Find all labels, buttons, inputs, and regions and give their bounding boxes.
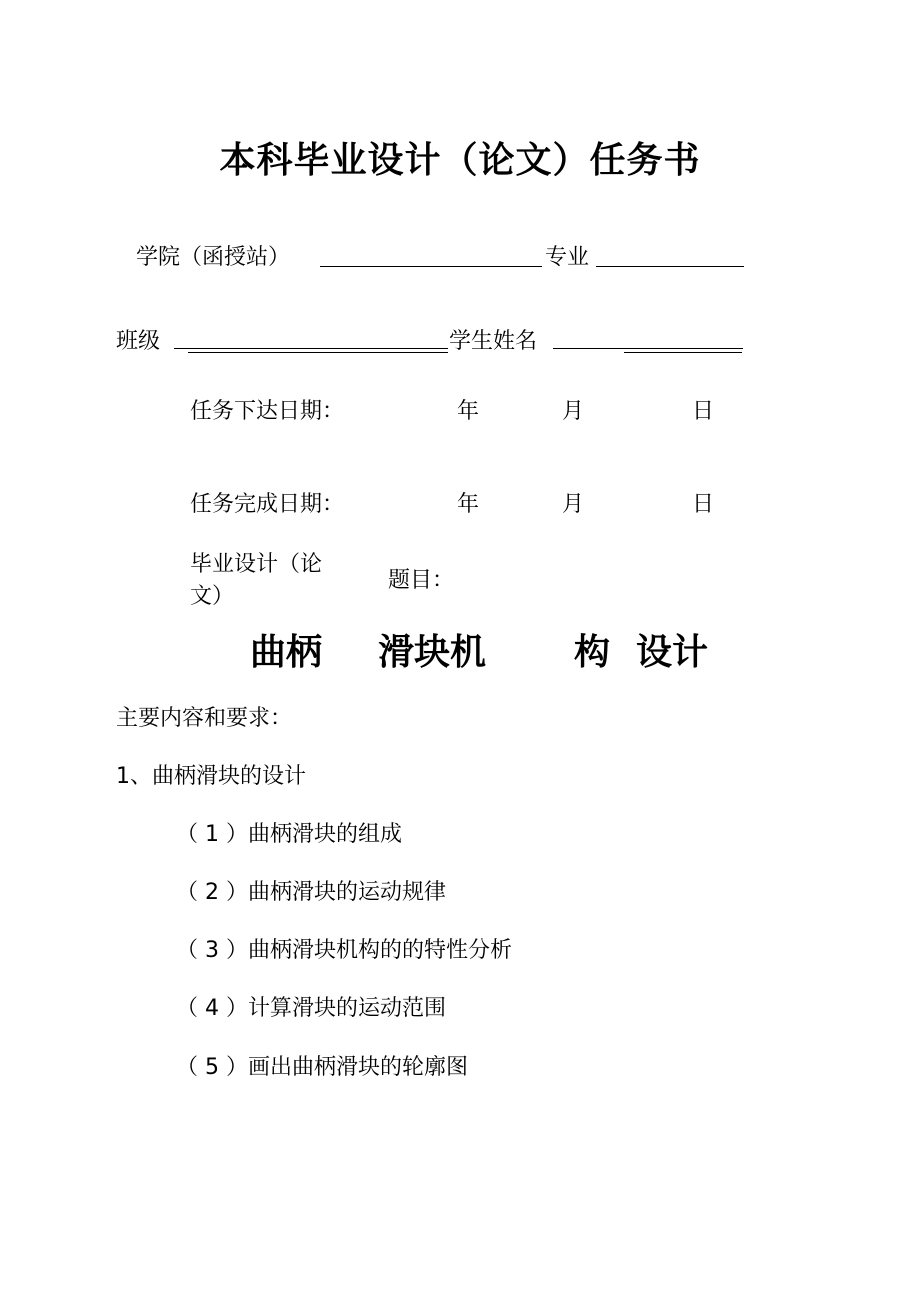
assign-month: 月 xyxy=(562,399,585,424)
list-item: （ 4 ）计算滑块的运动范围 xyxy=(176,996,446,1021)
topic-part-1: 曲柄 xyxy=(250,632,323,673)
content-label: 主要内容和要求： xyxy=(116,706,293,731)
student-name-field[interactable] xyxy=(553,348,743,349)
class-label: 班级 xyxy=(116,329,161,354)
thesis-label-line2: 文） xyxy=(190,584,235,609)
major-field[interactable] xyxy=(596,266,744,267)
section-heading-1: 1、曲柄滑块的设计 xyxy=(116,764,306,789)
finish-month: 月 xyxy=(562,492,585,517)
topic-part-3: 构 xyxy=(574,632,611,673)
list-item: （ 5 ）画出曲柄滑块的轮廓图 xyxy=(176,1055,468,1080)
list-item: （ 1 ）曲柄滑块的组成 xyxy=(176,822,402,847)
college-label: 学院（函授站） xyxy=(136,245,291,270)
major-label: 专业 xyxy=(545,245,590,270)
list-item: （ 2 ）曲柄滑块的运动规律 xyxy=(176,880,446,905)
finish-date-label: 任务完成日期： xyxy=(190,492,345,517)
college-field[interactable] xyxy=(320,266,542,267)
student-name-underline xyxy=(624,352,742,353)
class-field-underline xyxy=(188,352,448,353)
student-name-label: 学生姓名 xyxy=(449,329,538,354)
finish-year: 年 xyxy=(457,492,480,517)
topic-part-2: 滑块机 xyxy=(378,632,487,673)
thesis-label-line1: 毕业设计（论 xyxy=(190,552,323,577)
assign-day: 日 xyxy=(692,399,715,424)
page-title: 本科毕业设计（论文）任务书 xyxy=(219,140,701,181)
topic-label: 题目： xyxy=(388,568,455,593)
assign-year: 年 xyxy=(457,399,480,424)
class-field[interactable] xyxy=(174,348,448,349)
list-item: （ 3 ）曲柄滑块机构的的特性分析 xyxy=(176,938,512,963)
assign-date-label: 任务下达日期： xyxy=(190,399,345,424)
topic-part-4: 设计 xyxy=(636,632,709,673)
finish-day: 日 xyxy=(692,492,715,517)
